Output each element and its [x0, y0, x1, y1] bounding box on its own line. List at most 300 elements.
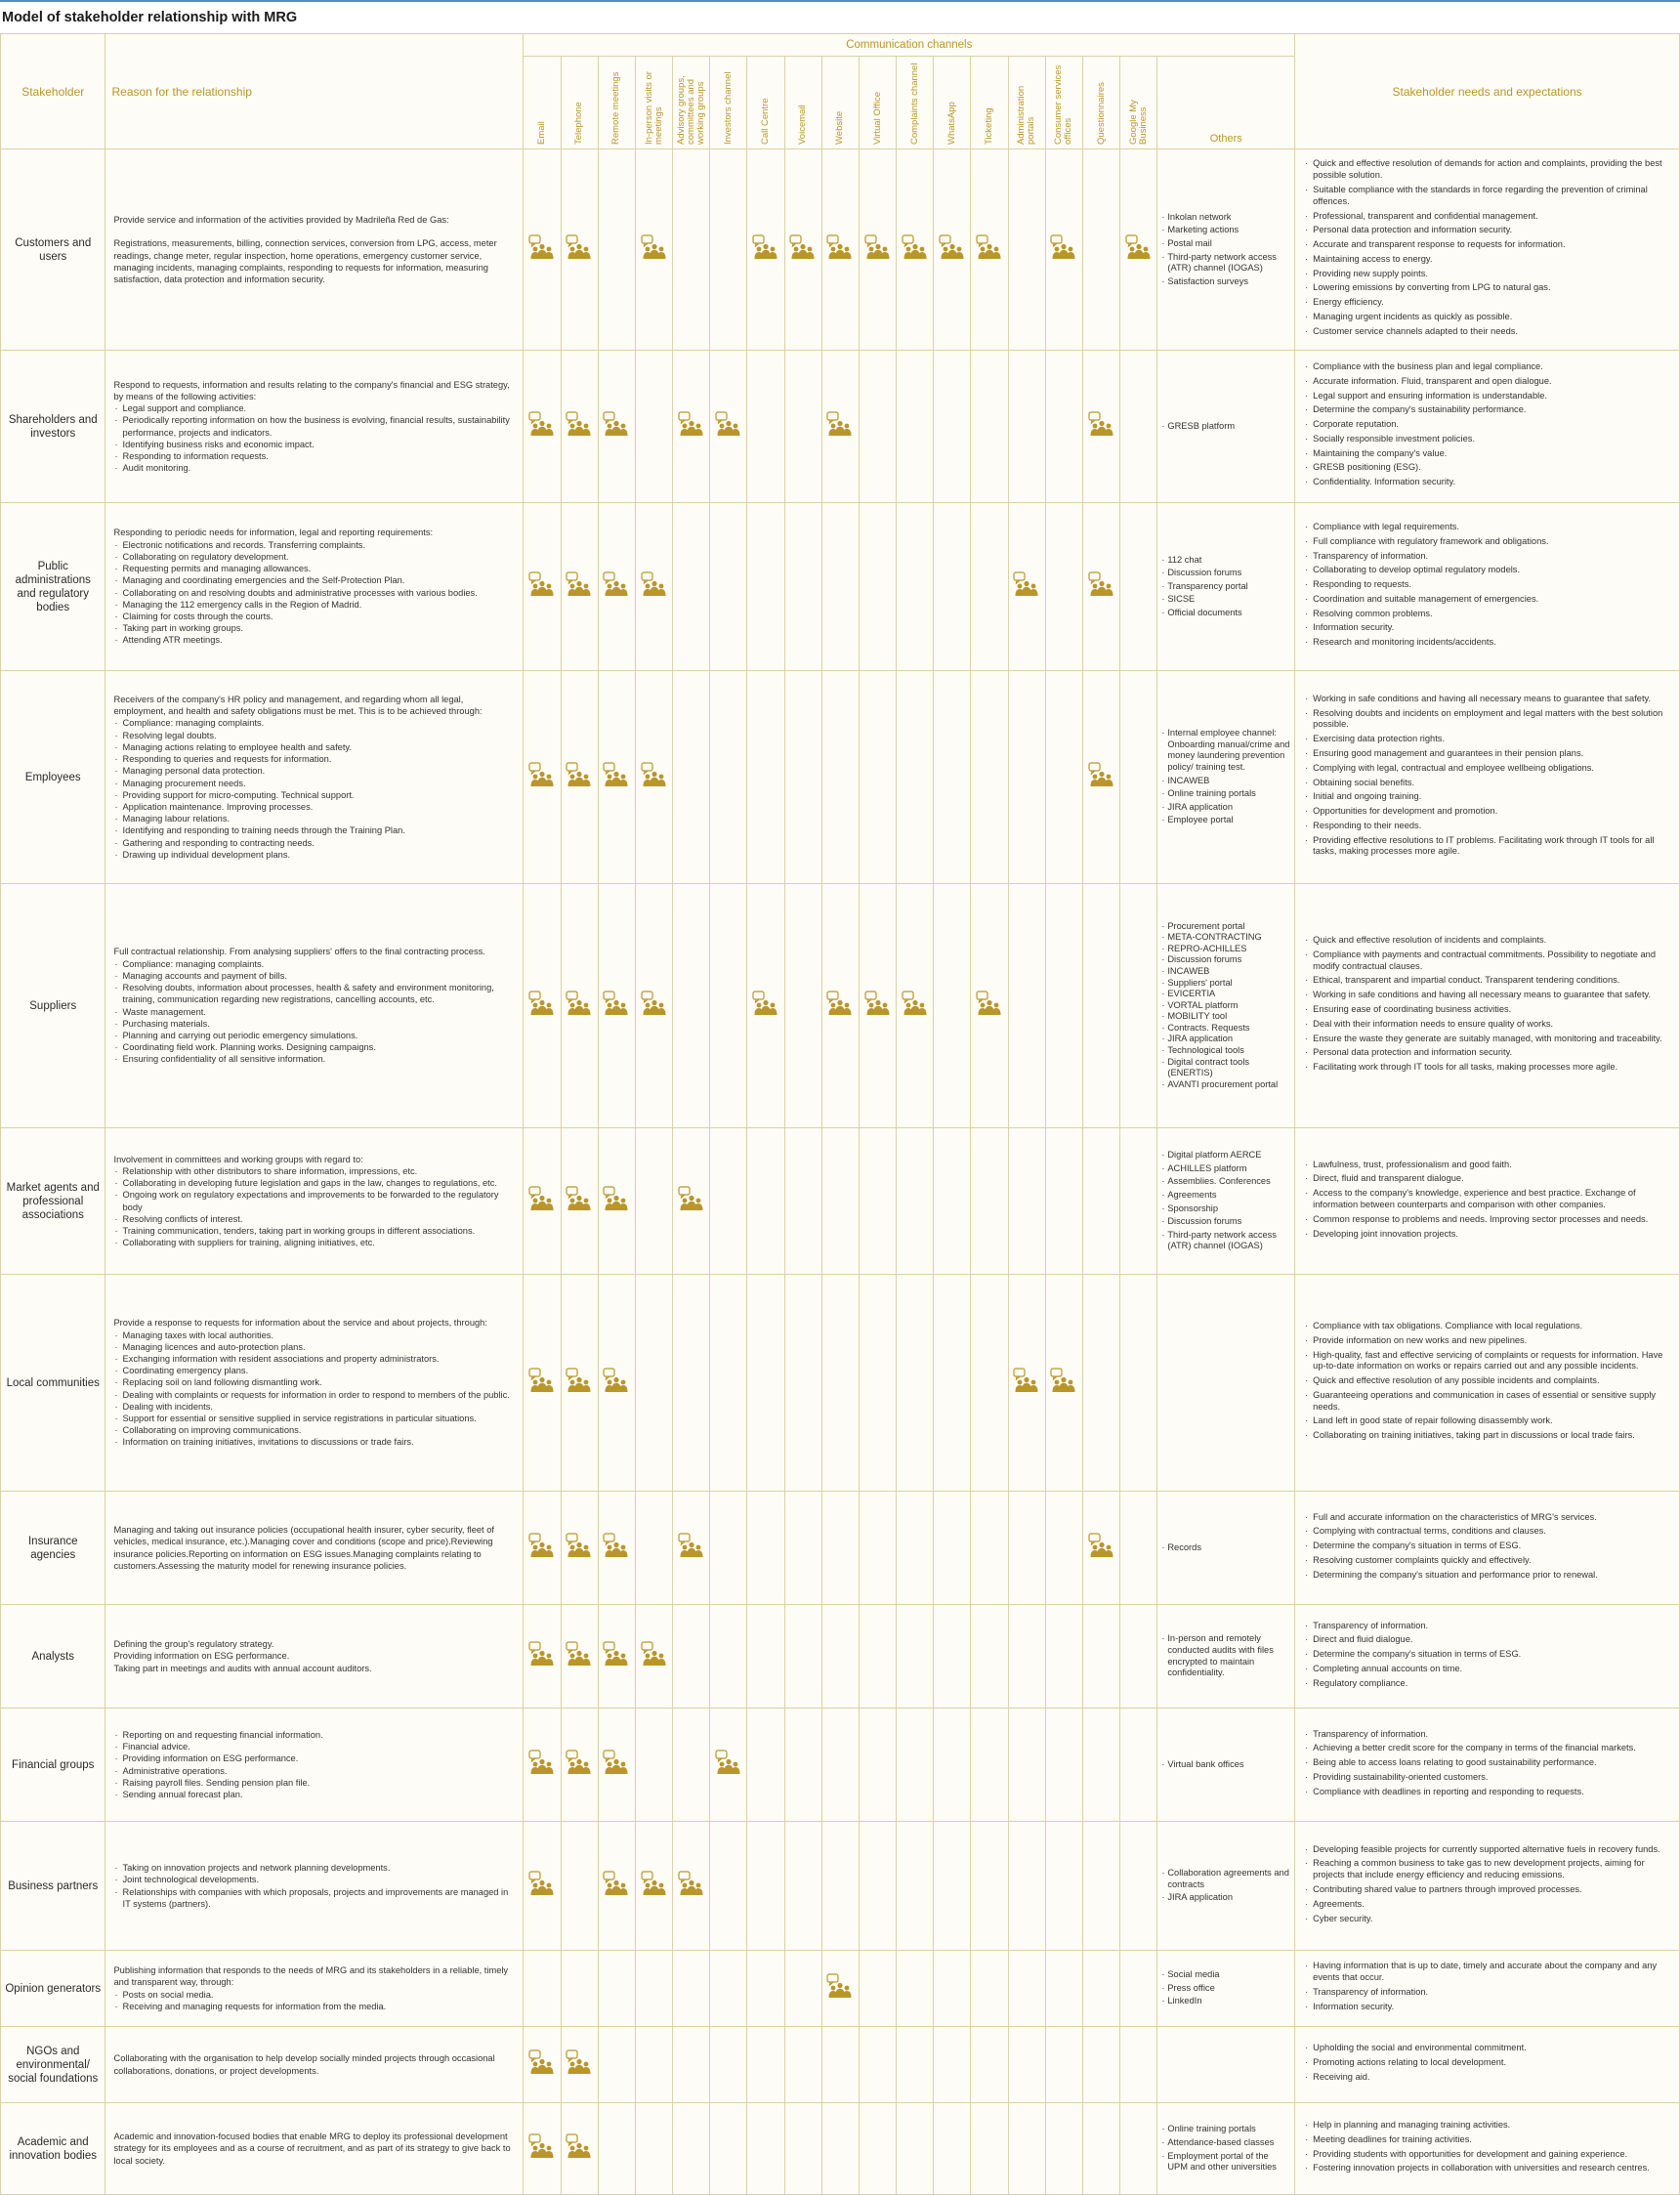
reason-bullet: · Identifying business risks and economic impact.: [113, 439, 515, 450]
channel-header-email: [524, 57, 561, 149]
reason-bullet: · Taking part in working groups.: [113, 622, 515, 634]
need-item: · Energy efficiency.: [1305, 297, 1673, 309]
need-item: · Regulatory compliance.: [1305, 1678, 1673, 1690]
channel-cell-questionnaires: [1083, 503, 1120, 671]
stakeholder-communication-icon: [528, 1533, 556, 1558]
channel-cell-google-my-business: [1120, 2027, 1157, 2103]
channel-cell-virtual-office: [859, 2103, 896, 2195]
channel-cell-email: [524, 671, 561, 884]
need-item: · Collaborating to develop optimal regulatory models.: [1305, 565, 1673, 576]
need-item: · Cyber security.: [1305, 1914, 1673, 1925]
reason-bullet: · Planning and carrying out periodic emergency simulations.: [113, 1030, 515, 1041]
others-cell: [1157, 1951, 1295, 2027]
other-channel-item: · LinkedIn: [1161, 1996, 1290, 2007]
need-item: · Providing sustainability-oriented customers.: [1305, 1772, 1673, 1784]
reason-intro: Full contractual relationship. From analysing suppliers' offers to the final contracting process.: [113, 947, 485, 957]
channel-cell-investors-channel: [710, 503, 747, 671]
stakeholder-communication-icon: [826, 1973, 854, 1999]
reason-bullet: · Relationships with companies with which proposals, projects and improvements are managed in IT systems (partners).: [113, 1886, 515, 1910]
reason-bullet: · Providing support for micro-computing. Technical support.: [113, 789, 515, 801]
stakeholder-communication-icon: [528, 2133, 556, 2159]
other-channel-item: · Collaboration agreements and contracts: [1161, 1868, 1290, 1890]
channel-cell-email: [524, 1709, 561, 1822]
channel-cell-call-centre: [747, 351, 784, 503]
other-channel-item: · Attendance-based classes: [1161, 2137, 1290, 2149]
stakeholder-communication-icon: [678, 1871, 705, 1896]
reason-bullet: · Coordinating field work. Planning works. Designing campaigns.: [113, 1041, 515, 1053]
need-item: · GRESB positioning (ESG).: [1305, 462, 1673, 474]
stakeholder-communication-icon: [641, 991, 668, 1016]
reason-text: Taking part in meetings and audits with annual account auditors.: [113, 1663, 372, 1673]
stakeholder-communication-icon: [826, 411, 854, 437]
reason-bullet: · Support for essential or sensitive supplied in service registrations in particular situations.: [113, 1413, 515, 1424]
channel-cell-investors-channel: [710, 671, 747, 884]
channel-label: Call Centre: [760, 98, 772, 145]
channel-cell-whatsapp: [934, 884, 971, 1128]
need-item: · Transparency of information.: [1305, 1621, 1673, 1632]
stakeholder-communication-icon: [566, 1641, 593, 1667]
channel-cell-website: [821, 1128, 859, 1275]
stakeholder-communication-icon: [528, 234, 556, 260]
channel-cell-remote-meetings: [598, 884, 635, 1128]
stakeholder-communication-icon: [826, 991, 854, 1016]
channel-label: WhatsApp: [945, 102, 957, 145]
channel-cell-whatsapp: [934, 1709, 971, 1822]
channel-cell-google-my-business: [1120, 1492, 1157, 1605]
need-item: · Providing students with opportunities for development and gaining experience.: [1305, 2149, 1673, 2161]
need-item: · Coordination and suitable management of emergencies.: [1305, 594, 1673, 606]
channel-cell-virtual-office: [859, 1822, 896, 1951]
other-channel-item: · Marketing actions: [1161, 225, 1290, 236]
other-channel-item: · Assemblies. Conferences: [1161, 1176, 1290, 1188]
channel-cell-consumer-services-offices: [1045, 1275, 1082, 1492]
channel-cell-telephone: [561, 1128, 598, 1275]
channel-cell-complaints-channel: [897, 503, 934, 671]
channel-cell-virtual-office: [859, 1709, 896, 1822]
channel-cell-in-person-visits-or-meetings: [635, 1492, 672, 1605]
stakeholder-row-insurance-agencies: [1, 1492, 1680, 1605]
other-channel-item: · SICSE: [1161, 594, 1290, 606]
stakeholder-name: Shareholders and investors: [1, 351, 105, 503]
channel-header-telephone: [561, 57, 598, 149]
header-communication-channels: Communication channels: [524, 34, 1295, 57]
channel-cell-google-my-business: [1120, 351, 1157, 503]
reason-cell: [105, 671, 524, 884]
stakeholder-communication-icon: [528, 1368, 556, 1393]
need-item: · Managing urgent incidents as quickly as possible.: [1305, 312, 1673, 323]
channel-cell-call-centre: [747, 1605, 784, 1709]
channel-cell-advisory-groups-committees-and-working-groups: [673, 1605, 710, 1709]
reason-cell: [105, 503, 524, 671]
reason-cell: [105, 1709, 524, 1822]
channel-cell-google-my-business: [1120, 1128, 1157, 1275]
channel-cell-consumer-services-offices: [1045, 1492, 1082, 1605]
stakeholder-row-analysts: [1, 1605, 1680, 1709]
stakeholder-communication-icon: [641, 234, 668, 260]
reason-bullet: · Purchasing materials.: [113, 1018, 515, 1030]
channel-cell-virtual-office: [859, 503, 896, 671]
need-item: · Determine the company's situation in terms of ESG.: [1305, 1541, 1673, 1552]
others-cell: [1157, 1822, 1295, 1951]
stakeholder-name: Suppliers: [1, 884, 105, 1128]
channel-header-whatsapp: [934, 57, 971, 149]
channel-cell-telephone: [561, 1951, 598, 2027]
need-item: · Legal support and ensuring information is understandable.: [1305, 391, 1673, 402]
channel-cell-call-centre: [747, 2103, 784, 2195]
other-channel-item: · AVANTI procurement portal: [1161, 1079, 1290, 1091]
reason-bullet: · Waste management.: [113, 1006, 515, 1018]
channel-label: Google My Business: [1127, 100, 1149, 145]
reason-cell: [105, 2103, 524, 2195]
channel-label: Virtual Office: [871, 91, 883, 145]
need-item: · Information security.: [1305, 2002, 1673, 2013]
stakeholder-communication-icon: [566, 1368, 593, 1393]
channel-cell-call-centre: [747, 884, 784, 1128]
reason-bullet: · Managing licences and auto-protection plans.: [113, 1341, 515, 1353]
other-channel-item: · Sponsorship: [1161, 1203, 1290, 1215]
channel-cell-email: [524, 1951, 561, 2027]
reason-intro: Respond to requests, information and results relating to the company's financial and ESG strategy, by means of the following activities:: [113, 379, 510, 401]
channel-cell-call-centre: [747, 1275, 784, 1492]
needs-cell: [1295, 1128, 1680, 1275]
reason-text: Providing information on ESG performance.: [113, 1651, 290, 1662]
need-item: · Research and monitoring incidents/accidents.: [1305, 637, 1673, 649]
need-item: · Quick and effective resolution of demands for action and complaints, providing the best possible solution.: [1305, 158, 1673, 182]
other-channel-item: · Official documents: [1161, 608, 1290, 619]
channel-cell-advisory-groups-committees-and-working-groups: [673, 149, 710, 351]
reason-bullet: · Resolving legal doubts.: [113, 730, 515, 741]
other-channel-item: · Press office: [1161, 1983, 1290, 1995]
need-item: · Responding to requests.: [1305, 579, 1673, 591]
channel-cell-ticketing: [971, 503, 1008, 671]
channel-cell-investors-channel: [710, 1275, 747, 1492]
channel-cell-remote-meetings: [598, 1951, 635, 2027]
channel-cell-telephone: [561, 2027, 598, 2103]
other-channel-item: · VORTAL platform: [1161, 1000, 1290, 1012]
channel-cell-telephone: [561, 1709, 598, 1822]
others-cell: [1157, 149, 1295, 351]
need-item: · Upholding the social and environmental commitment.: [1305, 2043, 1673, 2054]
others-cell: [1157, 2103, 1295, 2195]
channel-cell-website: [821, 1709, 859, 1822]
channel-cell-google-my-business: [1120, 671, 1157, 884]
stakeholder-communication-icon: [528, 411, 556, 437]
header-stakeholder: Stakeholder: [1, 34, 105, 149]
channel-cell-advisory-groups-committees-and-working-groups: [673, 1128, 710, 1275]
other-channel-item: · Third-party network access (ATR) channel (IOGAS): [1161, 252, 1290, 274]
other-channel-item: · Social media: [1161, 1969, 1290, 1981]
other-channel-item: · Agreements: [1161, 1190, 1290, 1202]
stakeholder-communication-icon: [976, 991, 1003, 1016]
need-item: · Agreements.: [1305, 1899, 1673, 1911]
stakeholder-communication-icon: [603, 1641, 630, 1667]
needs-cell: [1295, 1492, 1680, 1605]
stakeholder-name: Academic and innovation bodies: [1, 2103, 105, 2195]
channel-header-google-my-business: [1120, 57, 1157, 149]
stakeholder-communication-icon: [603, 1871, 630, 1896]
channel-cell-google-my-business: [1120, 2103, 1157, 2195]
channel-cell-complaints-channel: [897, 2103, 934, 2195]
channel-cell-complaints-channel: [897, 1709, 934, 1822]
other-channel-item: · Suppliers' portal: [1161, 978, 1290, 990]
reason-bullet: · Managing accounts and payment of bills.: [113, 970, 515, 982]
stakeholder-communication-icon: [603, 1750, 630, 1775]
need-item: · Meeting deadlines for training activities.: [1305, 2134, 1673, 2146]
stakeholder-row-suppliers: [1, 884, 1680, 1128]
channel-header-call-centre: [747, 57, 784, 149]
need-item: · Personal data protection and information security.: [1305, 1047, 1673, 1059]
reason-bullet: · Collaborating on improving communications.: [113, 1424, 515, 1436]
reason-bullet: · Gathering and responding to contracting needs.: [113, 837, 515, 849]
other-channel-item: · Technological tools: [1161, 1045, 1290, 1057]
need-item: · Reaching a common business to take gas to new development projects, aiming for projects that include energy efficiency and reducing emissions.: [1305, 1858, 1673, 1881]
stakeholder-communication-icon: [566, 1186, 593, 1211]
channel-cell-whatsapp: [934, 1605, 971, 1709]
channel-label: Investors channel: [722, 71, 734, 145]
reason-bullet: · Receiving and managing requests for information from the media.: [113, 2001, 515, 2012]
channel-cell-email: [524, 503, 561, 671]
reason-cell: [105, 1492, 524, 1605]
channel-cell-questionnaires: [1083, 2103, 1120, 2195]
stakeholder-communication-icon: [678, 1533, 705, 1558]
reason-bullet: · Ensuring confidentiality of all sensitive information.: [113, 1053, 515, 1065]
channel-cell-telephone: [561, 2103, 598, 2195]
stakeholder-communication-icon: [1013, 571, 1040, 597]
reason-intro: Publishing information that responds to the needs of MRG and its stakeholders in a reliable, timely and transparent way, through:: [113, 1965, 509, 1988]
channel-cell-in-person-visits-or-meetings: [635, 671, 672, 884]
reason-bullet: · Dealing with complaints or requests for information in order to respond to members of the public.: [113, 1389, 515, 1401]
reason-cell: [105, 149, 524, 351]
others-cell: [1157, 1709, 1295, 1822]
reason-bullet: · Managing personal data protection.: [113, 765, 515, 777]
stakeholder-communication-icon: [528, 1750, 556, 1775]
need-item: · Transparency of information.: [1305, 551, 1673, 563]
need-item: · Developing feasible projects for currently supported alternative fuels in recovery funds.: [1305, 1844, 1673, 1856]
reason-bullet: · Claiming for costs through the courts.: [113, 611, 515, 622]
stakeholder-row-business-partners: [1, 1822, 1680, 1951]
channel-label: Consumer services offices: [1053, 64, 1074, 145]
reason-bullet: · Taking on innovation projects and network planning developments.: [113, 1862, 515, 1874]
channel-cell-ticketing: [971, 2103, 1008, 2195]
stakeholder-communication-icon: [715, 1750, 742, 1775]
needs-cell: [1295, 2103, 1680, 2195]
channel-cell-in-person-visits-or-meetings: [635, 884, 672, 1128]
channel-cell-administration-portals: [1008, 1605, 1045, 1709]
stakeholder-name: Public administrations and regulatory bodies: [1, 503, 105, 671]
stakeholder-row-market-agents-and-professional-associations: [1, 1128, 1680, 1275]
channel-cell-administration-portals: [1008, 1822, 1045, 1951]
channel-cell-voicemail: [784, 503, 821, 671]
need-item: · Fostering innovation projects in collaboration with universities and research centres.: [1305, 2163, 1673, 2174]
channel-label: Administration portals: [1016, 85, 1037, 145]
channel-label: Website: [834, 110, 846, 145]
need-item: · Full compliance with regulatory framework and obligations.: [1305, 536, 1673, 548]
reason-bullet: · Collaborating in developing future legislation and gaps in the law, changes to regulations, etc.: [113, 1177, 515, 1189]
others-cell: [1157, 671, 1295, 884]
channel-cell-complaints-channel: [897, 1822, 934, 1951]
channel-cell-administration-portals: [1008, 2103, 1045, 2195]
channel-cell-website: [821, 671, 859, 884]
stakeholder-communication-icon: [566, 1533, 593, 1558]
channel-cell-remote-meetings: [598, 1605, 635, 1709]
channel-cell-investors-channel: [710, 1492, 747, 1605]
stakeholder-communication-icon: [566, 762, 593, 787]
stakeholder-row-customers-and-users: [1, 149, 1680, 351]
channel-cell-advisory-groups-committees-and-working-groups: [673, 1822, 710, 1951]
channel-cell-website: [821, 1951, 859, 2027]
channel-cell-whatsapp: [934, 503, 971, 671]
reason-bullet: · Joint technological developments.: [113, 1874, 515, 1885]
channel-label: Complaints channel: [908, 63, 920, 145]
need-item: · Quick and effective resolution of any possible incidents and complaints.: [1305, 1375, 1673, 1387]
stakeholder-name: Market agents and professional associations: [1, 1128, 105, 1275]
channel-cell-complaints-channel: [897, 1492, 934, 1605]
channel-cell-consumer-services-offices: [1045, 503, 1082, 671]
stakeholder-communication-icon: [603, 762, 630, 787]
other-channel-item: · JIRA application: [1161, 1892, 1290, 1904]
other-channel-item: · Inkolan network: [1161, 212, 1290, 224]
needs-cell: [1295, 671, 1680, 884]
others-cell: [1157, 884, 1295, 1128]
reason-bullet: · Resolving doubts, information about processes, health & safety and environment monitoring, training, communication regarding new registrations, cancelling accounts, etc.: [113, 982, 515, 1005]
reason-bullet: · Periodically reporting information on how the business is evolving, financial results, sustainability performance, projects and indicators.: [113, 414, 515, 438]
channel-cell-voicemail: [784, 1709, 821, 1822]
stakeholder-communication-icon: [528, 1641, 556, 1667]
channel-cell-questionnaires: [1083, 1128, 1120, 1275]
reason-bullet: · Information on training initiatives, invitations to discussions or trade fairs.: [113, 1436, 515, 1448]
channel-cell-whatsapp: [934, 1128, 971, 1275]
other-channel-item: · GRESB platform: [1161, 421, 1290, 433]
needs-cell: [1295, 1709, 1680, 1822]
need-item: · Determining the company's situation and performance prior to renewal.: [1305, 1570, 1673, 1582]
reason-bullet: · Collaborating on and resolving doubts and administrative processes with various bodies.: [113, 587, 515, 599]
need-item: · Responding to their needs.: [1305, 821, 1673, 832]
need-item: · Ensuring good management and guarantees in their pension plans.: [1305, 748, 1673, 760]
stakeholder-communication-icon: [1088, 762, 1115, 787]
stakeholder-communication-icon: [752, 234, 779, 260]
channel-cell-whatsapp: [934, 149, 971, 351]
channel-cell-investors-channel: [710, 2027, 747, 2103]
channel-cell-complaints-channel: [897, 884, 934, 1128]
channel-header-voicemail: [784, 57, 821, 149]
reason-bullet: · Electronic notifications and records. Transferring complaints.: [113, 539, 515, 551]
channel-cell-advisory-groups-committees-and-working-groups: [673, 503, 710, 671]
channel-cell-consumer-services-offices: [1045, 1951, 1082, 2027]
channel-cell-in-person-visits-or-meetings: [635, 351, 672, 503]
need-item: · Socially responsible investment policies.: [1305, 434, 1673, 445]
channel-cell-advisory-groups-committees-and-working-groups: [673, 1275, 710, 1492]
channel-cell-call-centre: [747, 2027, 784, 2103]
others-cell: [1157, 1492, 1295, 1605]
stakeholder-communication-icon: [864, 991, 892, 1016]
channel-cell-investors-channel: [710, 1951, 747, 2027]
stakeholder-communication-icon: [939, 234, 966, 260]
channel-cell-virtual-office: [859, 1951, 896, 2027]
reason-intro: Provide a response to requests for information about the service and about projects, through:: [113, 1318, 487, 1329]
others-cell: [1157, 1275, 1295, 1492]
reason-text: Managing and taking out insurance policies (occupational health insurer, cyber security, fleet of vehicles, medical insurance, etc.).Managing cover and conditions (scope and price).Reviewing insurance policies.Reporting on information on ESG issues.Managing complaints relating to customers.Assessing the maturity model for renewing insurance policies.: [113, 1525, 494, 1571]
need-item: · Maintaining the company's value.: [1305, 448, 1673, 460]
stakeholder-communication-icon: [566, 1750, 593, 1775]
reason-bullet: · Managing procurement needs.: [113, 778, 515, 789]
channel-cell-google-my-business: [1120, 1605, 1157, 1709]
stakeholder-communication-icon: [678, 1186, 705, 1211]
channel-cell-whatsapp: [934, 351, 971, 503]
reason-cell: [105, 351, 524, 503]
need-item: · Information security.: [1305, 622, 1673, 634]
channel-cell-complaints-channel: [897, 351, 934, 503]
channel-cell-ticketing: [971, 671, 1008, 884]
reason-bullet: · Collaborating on regulatory development.: [113, 551, 515, 563]
need-item: · Obtaining social benefits.: [1305, 778, 1673, 789]
reason-bullet: · Responding to information requests.: [113, 450, 515, 462]
channel-cell-in-person-visits-or-meetings: [635, 149, 672, 351]
need-item: · Compliance with deadlines in reporting and responding to requests.: [1305, 1787, 1673, 1798]
stakeholder-communication-icon: [603, 1368, 630, 1393]
channel-label: Questionnaires: [1095, 82, 1107, 145]
stakeholder-row-local-communities: [1, 1275, 1680, 1492]
need-item: · Deal with their information needs to ensure quality of works.: [1305, 1019, 1673, 1031]
channel-header-complaints-channel: [897, 57, 934, 149]
other-channel-item: · JIRA application: [1161, 1034, 1290, 1045]
stakeholder-communication-icon: [528, 762, 556, 787]
channel-cell-ticketing: [971, 1951, 1008, 2027]
channel-header-ticketing: [971, 57, 1008, 149]
need-item: · Quick and effective resolution of incidents and complaints.: [1305, 935, 1673, 947]
needs-cell: [1295, 1951, 1680, 2027]
other-channel-item: · MOBILITY tool: [1161, 1011, 1290, 1023]
need-item: · Land left in good state of repair following disassembly work.: [1305, 1415, 1673, 1427]
stakeholder-name: Opinion generators: [1, 1951, 105, 2027]
reason-bullet: · Dealing with incidents.: [113, 1401, 515, 1413]
channel-cell-in-person-visits-or-meetings: [635, 1709, 672, 1822]
need-item: · Exercising data protection rights.: [1305, 734, 1673, 745]
channel-cell-voicemail: [784, 2103, 821, 2195]
other-channel-item: · META-CONTRACTING: [1161, 932, 1290, 944]
channel-cell-consumer-services-offices: [1045, 1605, 1082, 1709]
need-item: · Ensure the waste they generate are suitably managed, with monitoring and traceability.: [1305, 1034, 1673, 1045]
channel-cell-ticketing: [971, 884, 1008, 1128]
stakeholder-name: Customers and users: [1, 149, 105, 351]
reason-cell: [105, 1951, 524, 2027]
channel-cell-questionnaires: [1083, 149, 1120, 351]
other-channel-item: · In-person and remotely conducted audits with files encrypted to maintain confidentiality.: [1161, 1633, 1290, 1678]
need-item: · Confidentiality. Information security.: [1305, 477, 1673, 488]
channel-cell-google-my-business: [1120, 1822, 1157, 1951]
other-channel-item: · ACHILLES platform: [1161, 1163, 1290, 1175]
need-item: · Suitable compliance with the standards in force regarding the prevention of criminal offences.: [1305, 185, 1673, 208]
reason-bullet: · Legal support and compliance.: [113, 402, 515, 414]
need-item: · Facilitating work through IT tools for all tasks, making processes more agile.: [1305, 1062, 1673, 1074]
other-channel-item: · Discussion forums: [1161, 1216, 1290, 1228]
channel-cell-whatsapp: [934, 1822, 971, 1951]
reason-cell: [105, 1605, 524, 1709]
header-reason: Reason for the relationship: [105, 34, 524, 149]
others-cell: [1157, 1605, 1295, 1709]
reason-text: Defining the group's regulatory strategy.: [113, 1639, 274, 1650]
header-needs: Stakeholder needs and expectations: [1295, 34, 1680, 149]
channel-label: In-person visits or meetings: [643, 71, 664, 145]
channel-cell-administration-portals: [1008, 671, 1045, 884]
need-item: · High-quality, fast and effective servicing of complaints or requests for information. Have up-to-date information on works or repairs carried out and any possible incidents.: [1305, 1350, 1673, 1373]
channel-cell-google-my-business: [1120, 503, 1157, 671]
need-item: · Access to the company's knowledge, experience and best practice. Exchange of information between counterparts and comparison with other companies.: [1305, 1188, 1673, 1211]
channel-header-remote-meetings: [598, 57, 635, 149]
reason-bullet: · Replacing soil on land following dismantling work.: [113, 1376, 515, 1388]
need-item: · Completing annual accounts on time.: [1305, 1664, 1673, 1675]
channel-cell-email: [524, 1822, 561, 1951]
channel-cell-telephone: [561, 671, 598, 884]
